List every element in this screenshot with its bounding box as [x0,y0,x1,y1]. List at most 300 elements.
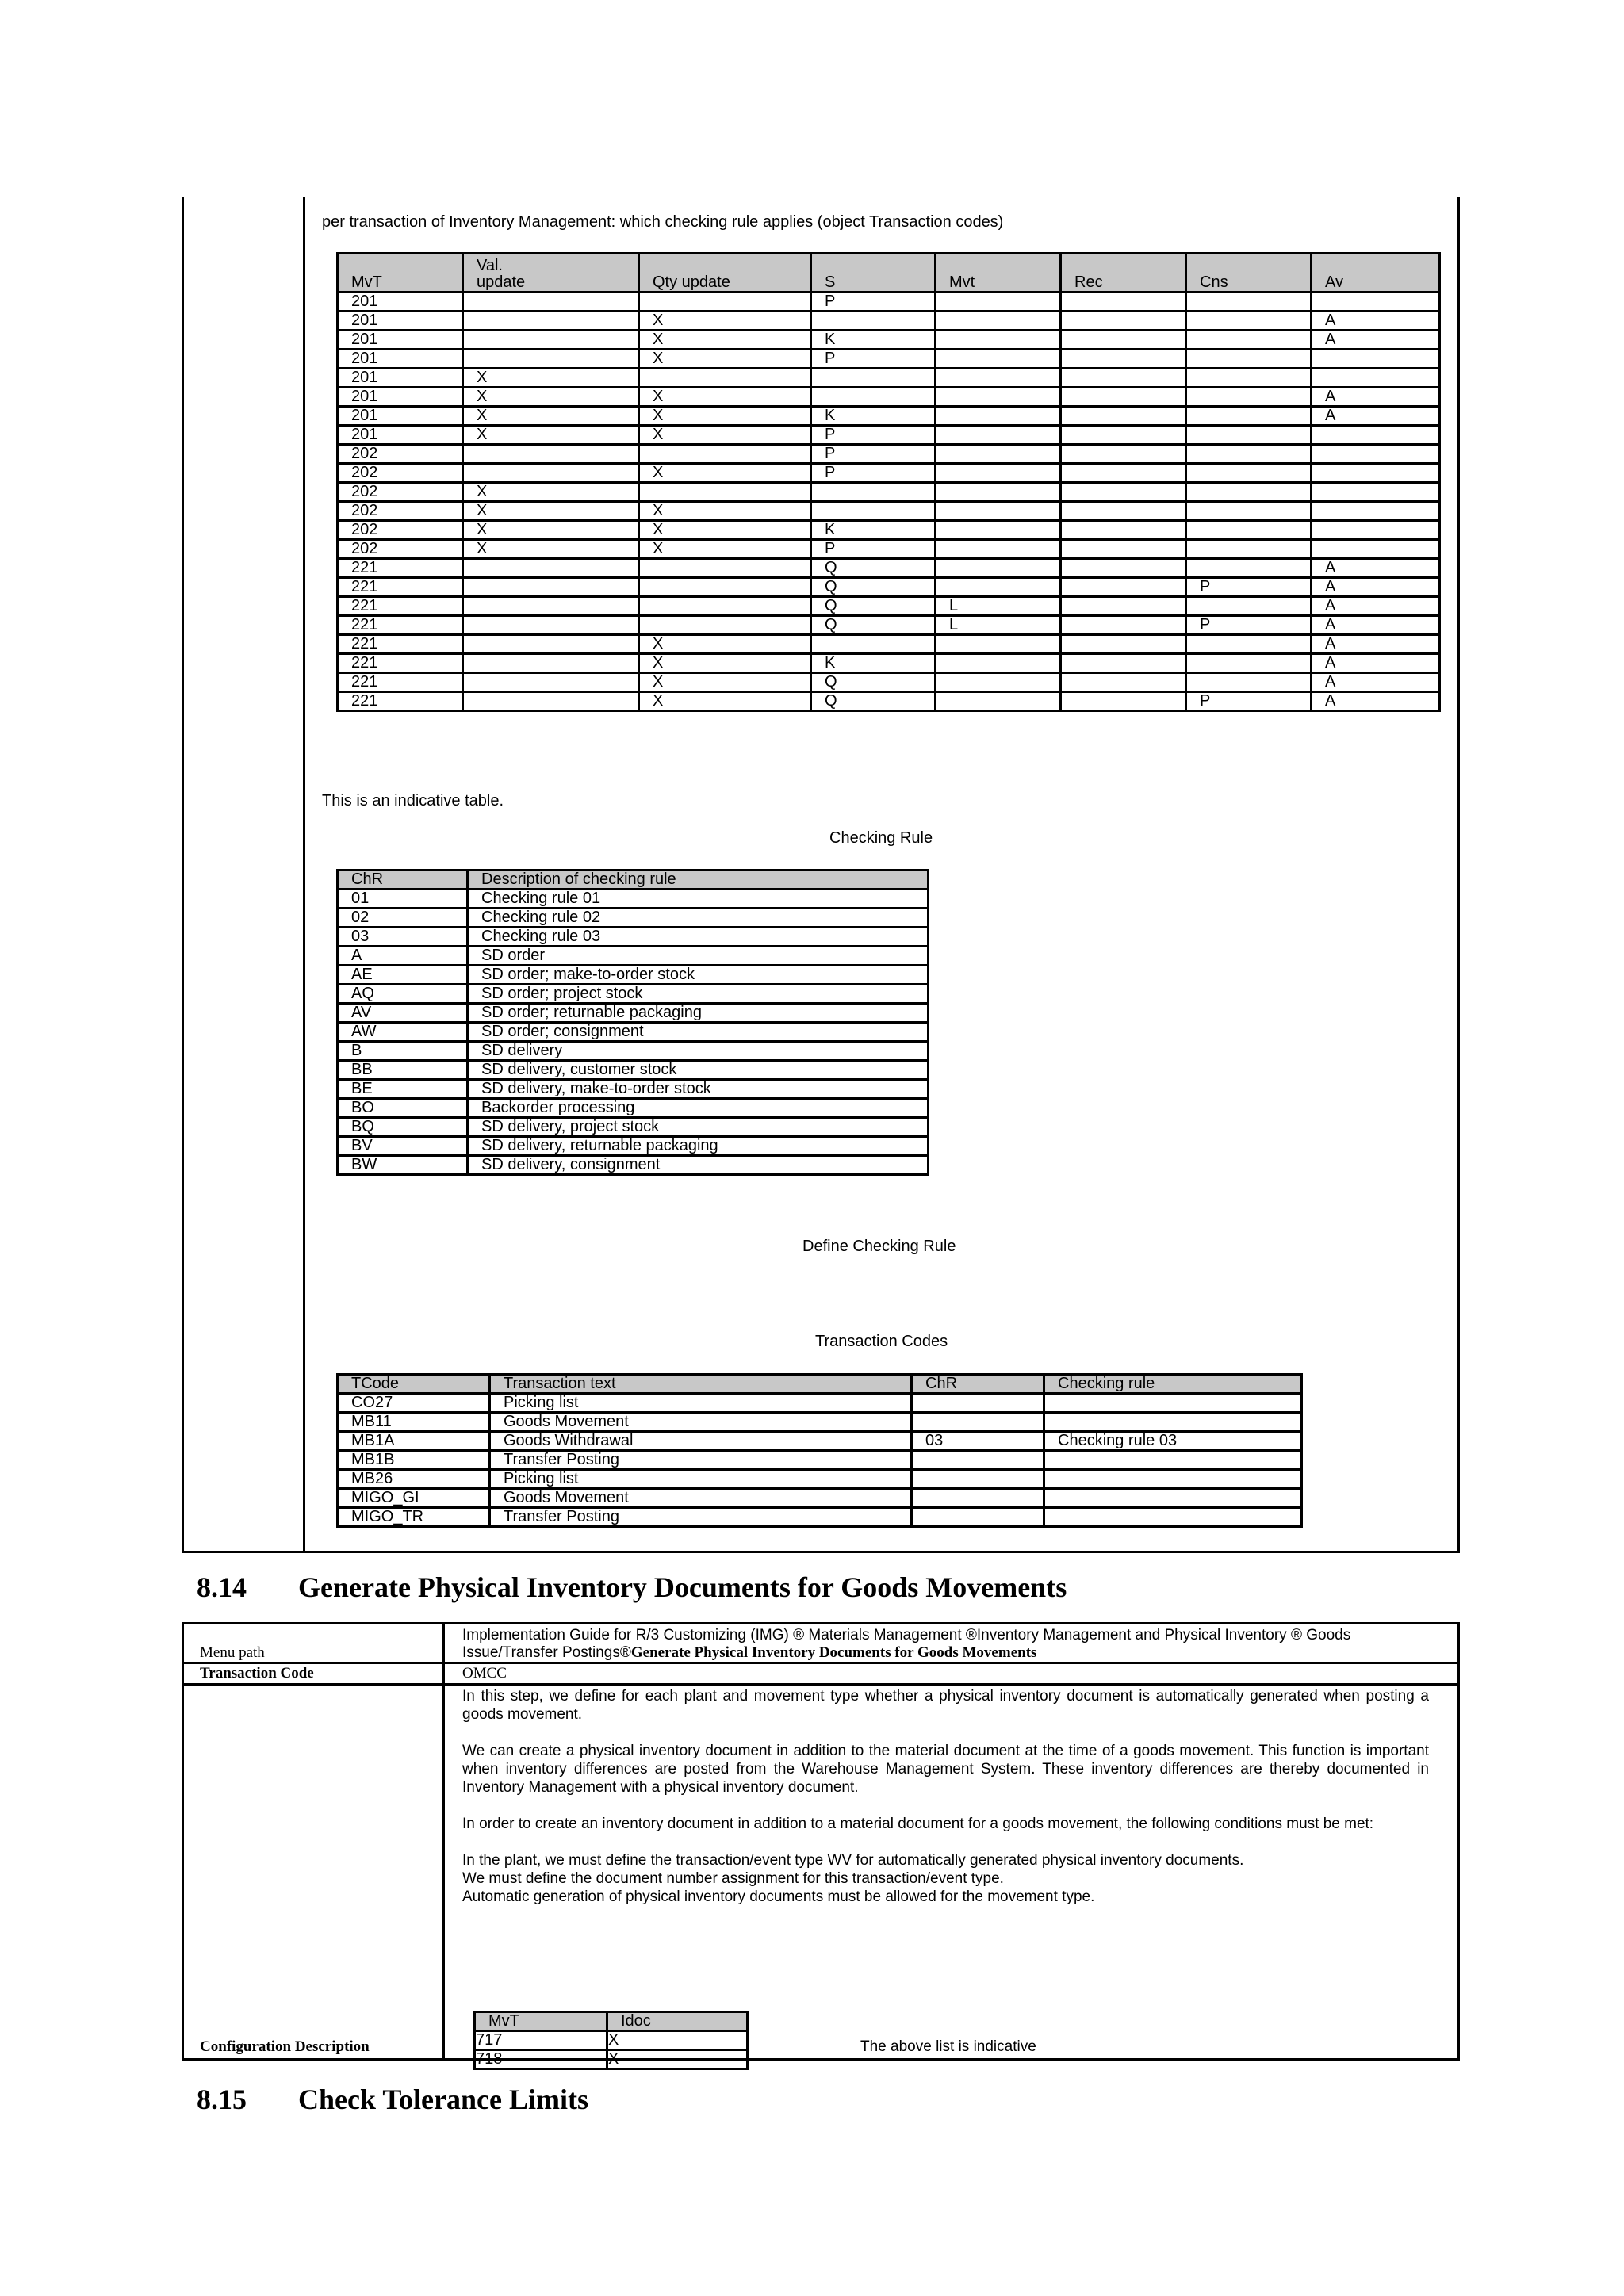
idoc-header-cell: MvT [475,2012,607,2031]
transaction-code-cell [1044,1394,1302,1413]
menu-path-line-1: Implementation Guide for R/3 Customizing (IMG) ® Materials Management ®Inventory Management and Physical Inventory ® Goods [462,1627,1351,1644]
transaction-code-cell: Goods Movement [490,1489,912,1508]
movement-type-header-cell: Qty update [639,254,811,293]
config-condition-3: Automatic generation of physical inventory documents must be allowed for the movement type. [462,1888,1095,1905]
movement-type-cell [1186,331,1312,350]
movement-type-cell [463,445,639,464]
movement-type-cell [1061,616,1186,635]
movement-type-cell: X [463,483,639,502]
movement-type-cell [811,483,936,502]
transaction-code-row [183,1663,1459,1685]
movement-type-cell: A [1312,407,1440,426]
table-row [338,909,929,928]
movement-type-cell [1186,673,1312,692]
checking-rule-cell: AQ [338,985,468,1004]
movement-type-cell [463,692,639,711]
movement-type-cell: A [1312,312,1440,331]
movement-type-cell [936,578,1061,597]
movement-type-cell [1186,388,1312,407]
table-row [338,966,929,985]
transaction-code-cell: Goods Withdrawal [490,1432,912,1451]
table-row [338,635,1440,654]
table-row [338,890,929,909]
movement-type-cell: X [463,388,639,407]
table-row [338,1004,929,1023]
movement-type-cell [463,673,639,692]
movement-type-cell [811,388,936,407]
idoc-table-header [475,2012,748,2031]
transaction-codes-caption: Transaction Codes [815,1333,948,1350]
configuration-description-label: Configuration Description [200,2038,370,2055]
table-row [338,312,1440,331]
checking-rule-table-header [338,871,929,890]
movement-type-cell: X [639,312,811,331]
table-row [338,1413,1302,1432]
transaction-code-cell: CO27 [338,1394,490,1413]
movement-type-cell: 221 [338,654,463,673]
movement-type-cell [1312,540,1440,559]
table-row [338,1042,929,1061]
movement-type-cell [1061,369,1186,388]
checking-rule-cell: Checking rule 01 [468,890,929,909]
movement-type-cell: K [811,331,936,350]
checking-rule-cell: BV [338,1137,468,1156]
movement-type-cell: K [811,521,936,540]
table-row [338,928,929,947]
movement-type-cell: P [1186,616,1312,635]
table-row [338,331,1440,350]
table-row [338,1470,1302,1489]
checking-rule-cell: A [338,947,468,966]
movement-type-cell: 201 [338,331,463,350]
table-row [338,616,1440,635]
checking-rule-header-cell: ChR [338,871,468,890]
movement-type-cell: P [1186,692,1312,711]
table-row [338,521,1440,540]
movement-type-cell: 221 [338,673,463,692]
table-row [338,540,1440,559]
movement-type-cell [1061,293,1186,312]
checking-rule-table [336,869,929,1176]
table-row [338,1451,1302,1470]
movement-type-cell [639,293,811,312]
section-title: Check Tolerance Limits [298,2084,588,2115]
movement-type-cell: L [936,616,1061,635]
idoc-cell: 717 [475,2031,607,2050]
transaction-codes-table-header [338,1375,1302,1394]
movement-type-cell: A [1312,559,1440,578]
movement-type-cell [1061,578,1186,597]
transaction-code-cell [1044,1413,1302,1432]
movement-type-cell: 202 [338,540,463,559]
checking-rule-cell: SD delivery, make-to-order stock [468,1080,929,1099]
table-row [338,1061,929,1080]
movement-type-cell [1186,521,1312,540]
movement-type-cell [1312,426,1440,445]
movement-type-cell [936,445,1061,464]
movement-type-cell: 201 [338,293,463,312]
movement-type-cell [1186,502,1312,521]
movement-type-cell [1186,426,1312,445]
table-row [338,578,1440,597]
movement-type-cell [811,502,936,521]
movement-type-cell: X [463,521,639,540]
checking-rule-cell: BQ [338,1118,468,1137]
movement-type-cell: P [811,293,936,312]
movement-type-cell [936,540,1061,559]
checking-rule-cell: Checking rule 03 [468,928,929,947]
transaction-code-cell: MB1B [338,1451,490,1470]
movement-type-cell [639,369,811,388]
movement-type-cell [1312,483,1440,502]
movement-type-cell: 201 [338,426,463,445]
movement-type-header-cell: Mvt [936,254,1061,293]
movement-type-cell: X [463,540,639,559]
idoc-cell: X [607,2031,748,2050]
transaction-code-header-cell: Checking rule [1044,1375,1302,1394]
checking-rule-cell: BW [338,1156,468,1175]
movement-type-cell: X [639,464,811,483]
transaction-code-cell [1044,1470,1302,1489]
transaction-code-cell: Transfer Posting [490,1508,912,1527]
movement-type-cell: 201 [338,407,463,426]
transaction-code-cell: Transfer Posting [490,1451,912,1470]
movement-type-cell [936,635,1061,654]
movement-type-cell: 201 [338,350,463,369]
checking-rule-cell: Backorder processing [468,1099,929,1118]
checking-rule-cell: SD order; project stock [468,985,929,1004]
movement-type-cell: X [639,654,811,673]
checking-rule-cell: SD order [468,947,929,966]
transaction-code-cell [912,1451,1044,1470]
table-row [338,1508,1302,1527]
movement-type-cell [463,293,639,312]
movement-type-cell [1312,464,1440,483]
movement-type-cell [1061,445,1186,464]
movement-type-cell [1061,502,1186,521]
movement-type-cell [1186,369,1312,388]
movement-type-cell: 202 [338,502,463,521]
idoc-cell: 718 [475,2050,607,2069]
table-row [338,1137,929,1156]
checking-rule-cell: 03 [338,928,468,947]
checking-rule-cell: AE [338,966,468,985]
movement-type-cell: Q [811,597,936,616]
movement-type-cell [1061,540,1186,559]
movement-type-cell [1186,597,1312,616]
menu-path-label: Menu path [200,1644,265,1661]
movement-type-cell: 221 [338,616,463,635]
movement-type-cell [1312,445,1440,464]
table-row [338,502,1440,521]
movement-type-cell [463,331,639,350]
movement-type-cell [1061,331,1186,350]
table-row [338,1080,929,1099]
movement-type-cell [1061,464,1186,483]
movement-type-cell: K [811,654,936,673]
movement-type-cell [463,654,639,673]
table-row [338,1432,1302,1451]
table-row [338,1118,929,1137]
section-number: 8.15 [197,2084,247,2115]
table-row [338,654,1440,673]
movement-type-cell [1186,407,1312,426]
movement-type-cell: X [639,426,811,445]
movement-type-header-cell: Rec [1061,254,1186,293]
checking-rule-cell: AW [338,1023,468,1042]
movement-type-cell: 221 [338,578,463,597]
movement-type-cell: 202 [338,464,463,483]
movement-type-cell [1061,597,1186,616]
table-row [338,1099,929,1118]
table-row [338,1394,1302,1413]
movement-type-cell: 221 [338,635,463,654]
movement-type-cell: 221 [338,597,463,616]
movement-type-cell: 202 [338,483,463,502]
movement-type-header-cell: MvT [338,254,463,293]
movement-type-cell [936,673,1061,692]
movement-type-cell [1186,293,1312,312]
transaction-code-cell: Goods Movement [490,1413,912,1432]
movement-type-cell: X [639,388,811,407]
movement-type-cell [936,312,1061,331]
table-row [338,388,1440,407]
movement-type-cell: X [639,502,811,521]
movement-type-cell [1061,350,1186,369]
movement-type-cell: X [639,692,811,711]
checking-rule-cell: SD order; consignment [468,1023,929,1042]
config-paragraph-1: In this step, we define for each plant and movement type whether a physical inventory document is automatically generated when posting a goods movement. [462,1688,1429,1723]
transaction-code-cell [912,1470,1044,1489]
checking-rule-cell: SD order; make-to-order stock [468,966,929,985]
movement-type-cell [1061,483,1186,502]
movement-type-cell: Q [811,559,936,578]
checking-rule-caption: Checking Rule [829,829,933,847]
movement-type-cell [1061,312,1186,331]
movement-type-cell: Q [811,578,936,597]
movement-type-cell [936,407,1061,426]
menu-path-row [183,1624,1459,1663]
movement-type-cell [936,654,1061,673]
table-row [338,1489,1302,1508]
movement-type-header-cell: Av [1312,254,1440,293]
movement-type-cell: A [1312,654,1440,673]
transaction-codes-table [336,1373,1303,1528]
movement-type-cell [1186,312,1312,331]
movement-type-cell [936,331,1061,350]
section-title: Generate Physical Inventory Documents for Goods Movements [298,1571,1067,1603]
movement-type-cell [936,502,1061,521]
intro-line: per transaction of Inventory Management: which checking rule applies (object Transaction codes) [322,213,1004,231]
checking-rule-cell: 02 [338,909,468,928]
movement-type-cell [936,483,1061,502]
configuration-description-row [183,1685,1459,2060]
checking-rule-cell: SD delivery, returnable packaging [468,1137,929,1156]
transaction-code-cell [1044,1508,1302,1527]
movement-type-cell [463,635,639,654]
movement-type-cell: A [1312,616,1440,635]
transaction-code-header-cell: ChR [912,1375,1044,1394]
movement-type-cell [936,464,1061,483]
table-row [338,369,1440,388]
config-table [182,1622,1460,2068]
movement-type-cell: 221 [338,692,463,711]
transaction-code-label: Transaction Code [200,1665,314,1682]
movement-type-cell [811,369,936,388]
movement-type-header-cell: S [811,254,936,293]
movement-type-cell [463,597,639,616]
movement-type-cell: P [811,350,936,369]
movement-type-cell: A [1312,597,1440,616]
movement-type-cell [1186,350,1312,369]
transaction-code-header-cell: TCode [338,1375,490,1394]
movement-type-cell: X [639,331,811,350]
movement-type-cell [936,559,1061,578]
movement-type-cell [463,350,639,369]
movement-type-cell: X [639,540,811,559]
checking-rule-cell: B [338,1042,468,1061]
checking-rule-cell: BO [338,1099,468,1118]
table-row [338,350,1440,369]
movement-type-cell [1186,559,1312,578]
movement-type-cell: Q [811,616,936,635]
define-checking-rule-caption: Define Checking Rule [802,1238,956,1255]
movement-type-cell: 221 [338,559,463,578]
menu-path-line-2 [445,1644,1457,1662]
movement-type-cell [1061,426,1186,445]
transaction-code-cell: MB1A [338,1432,490,1451]
config-condition-1: In the plant, we must define the transaction/event type WV for automatically generated physical inventory documents. [462,1852,1244,1869]
movement-type-cell [463,578,639,597]
movement-type-cell: 201 [338,312,463,331]
movement-type-cell [936,692,1061,711]
movement-type-cell: X [463,502,639,521]
checking-rule-cell: SD delivery, consignment [468,1156,929,1175]
table-row [475,2050,748,2069]
movement-type-cell: 201 [338,369,463,388]
transaction-code-cell: 03 [912,1432,1044,1451]
table-row [338,1023,929,1042]
table-row [475,2031,748,2050]
movement-type-cell: X [639,407,811,426]
checking-rule-cell: AV [338,1004,468,1023]
movement-type-cell [639,483,811,502]
movement-type-cell: P [811,464,936,483]
movement-type-cell [1061,521,1186,540]
table-row [338,293,1440,312]
table-row [338,445,1440,464]
movement-type-cell [1186,654,1312,673]
movement-type-cell [936,369,1061,388]
movement-type-cell [1312,369,1440,388]
movement-type-cell: 201 [338,388,463,407]
movement-type-table-header [338,254,1440,293]
movement-type-cell [639,559,811,578]
transaction-code-cell: MIGO_TR [338,1508,490,1527]
movement-type-cell: Q [811,673,936,692]
menu-path-line-2-bold: Generate Physical Inventory Documents for Goods Movements [630,1644,1037,1661]
movement-type-cell: A [1312,673,1440,692]
movement-type-cell [811,312,936,331]
movement-type-cell [1186,445,1312,464]
transaction-code-cell: MB26 [338,1470,490,1489]
movement-type-cell [639,597,811,616]
movement-type-header-cell: Cns [1186,254,1312,293]
movement-type-cell [936,521,1061,540]
movement-type-cell: X [463,407,639,426]
table-row [338,673,1440,692]
table-row [338,464,1440,483]
transaction-code-cell: Picking list [490,1394,912,1413]
movement-type-cell: A [1312,635,1440,654]
movement-type-cell: P [811,540,936,559]
checking-rule-cell: SD order; returnable packaging [468,1004,929,1023]
transaction-code-cell: MIGO_GI [338,1489,490,1508]
section-heading-8-14 [197,1571,1067,1603]
section-number: 8.14 [197,1571,247,1603]
movement-type-cell: 202 [338,521,463,540]
checking-rule-cell: SD delivery [468,1042,929,1061]
movement-type-cell: X [463,369,639,388]
movement-type-cell: X [639,350,811,369]
movement-type-cell [1186,635,1312,654]
transaction-code-cell [912,1413,1044,1432]
movement-type-cell: X [639,521,811,540]
transaction-code-header-cell: Transaction text [490,1375,912,1394]
movement-type-cell [463,559,639,578]
movement-type-cell [1061,559,1186,578]
movement-type-cell: P [811,426,936,445]
movement-type-cell [1312,293,1440,312]
transaction-code-cell [1044,1489,1302,1508]
movement-type-cell [936,388,1061,407]
movement-type-cell [639,616,811,635]
checking-rule-header-cell: Description of checking rule [468,871,929,890]
movement-type-cell [936,293,1061,312]
movement-type-cell [1186,483,1312,502]
table-row [338,597,1440,616]
movement-type-cell: A [1312,578,1440,597]
transaction-code-cell: MB11 [338,1413,490,1432]
movement-type-cell: X [639,673,811,692]
table-row [338,559,1440,578]
checking-rule-cell: Checking rule 02 [468,909,929,928]
table-row [338,483,1440,502]
table-row [338,1156,929,1175]
table-row [338,947,929,966]
indicative-note: This is an indicative table. [322,792,504,809]
movement-type-cell [1061,673,1186,692]
transaction-code-cell [1044,1451,1302,1470]
movement-type-cell [1061,407,1186,426]
transaction-code-value: OMCC [462,1665,507,1682]
movement-type-cell [1061,692,1186,711]
transaction-code-cell: Picking list [490,1470,912,1489]
table-row [338,985,929,1004]
movement-type-cell: A [1312,388,1440,407]
section-heading-8-15 [197,2084,588,2115]
movement-type-cell: 202 [338,445,463,464]
config-paragraph-2: We can create a physical inventory document in addition to the material document at the time of a goods movement. This function is important when inventory differences are posted from the Warehouse Management System. These inventory differences are thereby documented in Inventory Management with a physical inventory document. [462,1743,1429,1796]
checking-rule-cell: 01 [338,890,468,909]
movement-type-cell [936,350,1061,369]
movement-type-cell [811,635,936,654]
movement-type-cell: P [1186,578,1312,597]
movement-type-cell [1312,502,1440,521]
checking-rule-cell: BB [338,1061,468,1080]
table-row [338,692,1440,711]
movement-type-cell: A [1312,692,1440,711]
